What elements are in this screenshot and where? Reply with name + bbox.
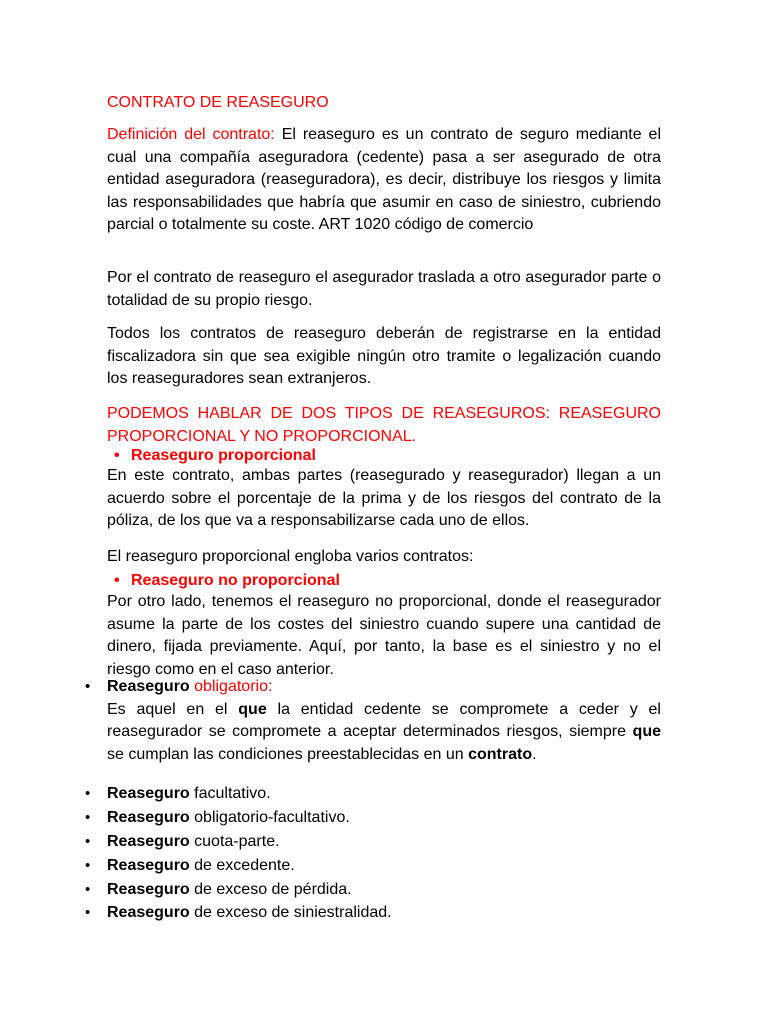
proportional-note: El reaseguro proporcional engloba varios contratos: <box>107 548 474 565</box>
list-item-bold: Reaseguro <box>107 808 190 826</box>
list-item-rest: de exceso de siniestralidad. <box>189 904 392 922</box>
non-proportional-heading: • Reaseguro no proporcional <box>131 570 340 593</box>
page-title: CONTRATO DE REASEGURO <box>107 94 329 111</box>
non-proportional-paragraph: Por otro lado, tenemos el reaseguro no proporcional, donde el reasegurador asume la parte de los costes del siniestro cuando supere una cantidad de dinero, fijada previamente. Aquí, por tanto, la base es el siniestro y no el riesgo como en el caso anterior. <box>107 593 661 678</box>
list-item-rest: cuota-parte. <box>189 832 280 850</box>
proportional-paragraph: En este contrato, ambas partes (reasegurado y reasegurador) llegan a un acuerdo sobre el porcentaje de la prima y de los riesgos del contrato de la póliza, de los que va a responsabilizarse cada uno de ellos. <box>107 467 661 530</box>
list-item-bold: Reaseguro <box>107 832 190 850</box>
list-item-obligatorio <box>107 676 661 766</box>
list-item-rest: obligatorio: <box>189 678 273 695</box>
definition-part: se cumplan las condiciones preestablecidas en un <box>107 745 469 763</box>
list-item-bold: Reaseguro <box>107 856 190 874</box>
reinsurance-types-list <box>107 783 661 926</box>
list-item <box>107 807 661 830</box>
list-item <box>107 879 661 902</box>
definition-bold-que: que <box>238 700 267 718</box>
list-item <box>107 783 661 806</box>
definition-bold-que: que <box>632 723 661 741</box>
list-item-rest: facultativo. <box>189 785 271 802</box>
paragraph-registration: Todos los contratos de reaseguro deberán de registrarse en la entidad fiscalizadora sin que sea exigible ningún otro tramite o legalización cuando los reaseguradores sean extranjeros. <box>107 325 661 388</box>
types-heading: PODEMOS HABLAR DE DOS TIPOS DE REASEGUROS: REASEGURO PROPORCIONAL Y NO PROPORCIONAL. <box>107 405 661 445</box>
paragraph-transfer: Por el contrato de reaseguro el asegurador traslada a otro asegurador parte o totalidad de su propio riesgo. <box>107 269 661 309</box>
obligatorio-list <box>107 676 661 766</box>
definition-label: Definición del contrato: <box>107 126 275 143</box>
proportional-heading: • Reaseguro proporcional <box>131 445 316 468</box>
list-item-bold: Reaseguro <box>107 678 190 695</box>
definition-part: Es aquel en el <box>107 700 239 718</box>
definition-part: la entidad cedente se compromete a ceder y el reasegurador se compromete a aceptar determinados riesgos, siempre <box>107 700 661 741</box>
definition-part: . <box>532 745 537 763</box>
obligatorio-definition <box>107 699 661 767</box>
list-item-rest: de excedente. <box>189 856 295 874</box>
definition-text: El reaseguro es un contrato de seguro mediante el cual una compañía aseguradora (cedente) pasa a ser asegurado de otra entidad aseguradora (reaseguradora), es decir, distribuye los riesgos y limita las responsabilidades que habría que asumir en caso de siniestro, cubriendo parcial o totalmente su coste. ART 1020 código de comercio <box>107 126 661 234</box>
list-item-rest: de exceso de pérdida. <box>189 880 352 898</box>
list-item <box>107 831 661 854</box>
list-item <box>107 902 661 925</box>
list-item-bold: Reaseguro <box>107 904 190 922</box>
list-item-rest: obligatorio-facultativo. <box>189 808 350 826</box>
definition-bold-contrato: contrato <box>468 745 533 763</box>
list-item <box>107 855 661 878</box>
list-item-bold: Reaseguro <box>107 785 190 802</box>
definition-paragraph <box>107 124 661 237</box>
list-item-bold: Reaseguro <box>107 880 190 898</box>
